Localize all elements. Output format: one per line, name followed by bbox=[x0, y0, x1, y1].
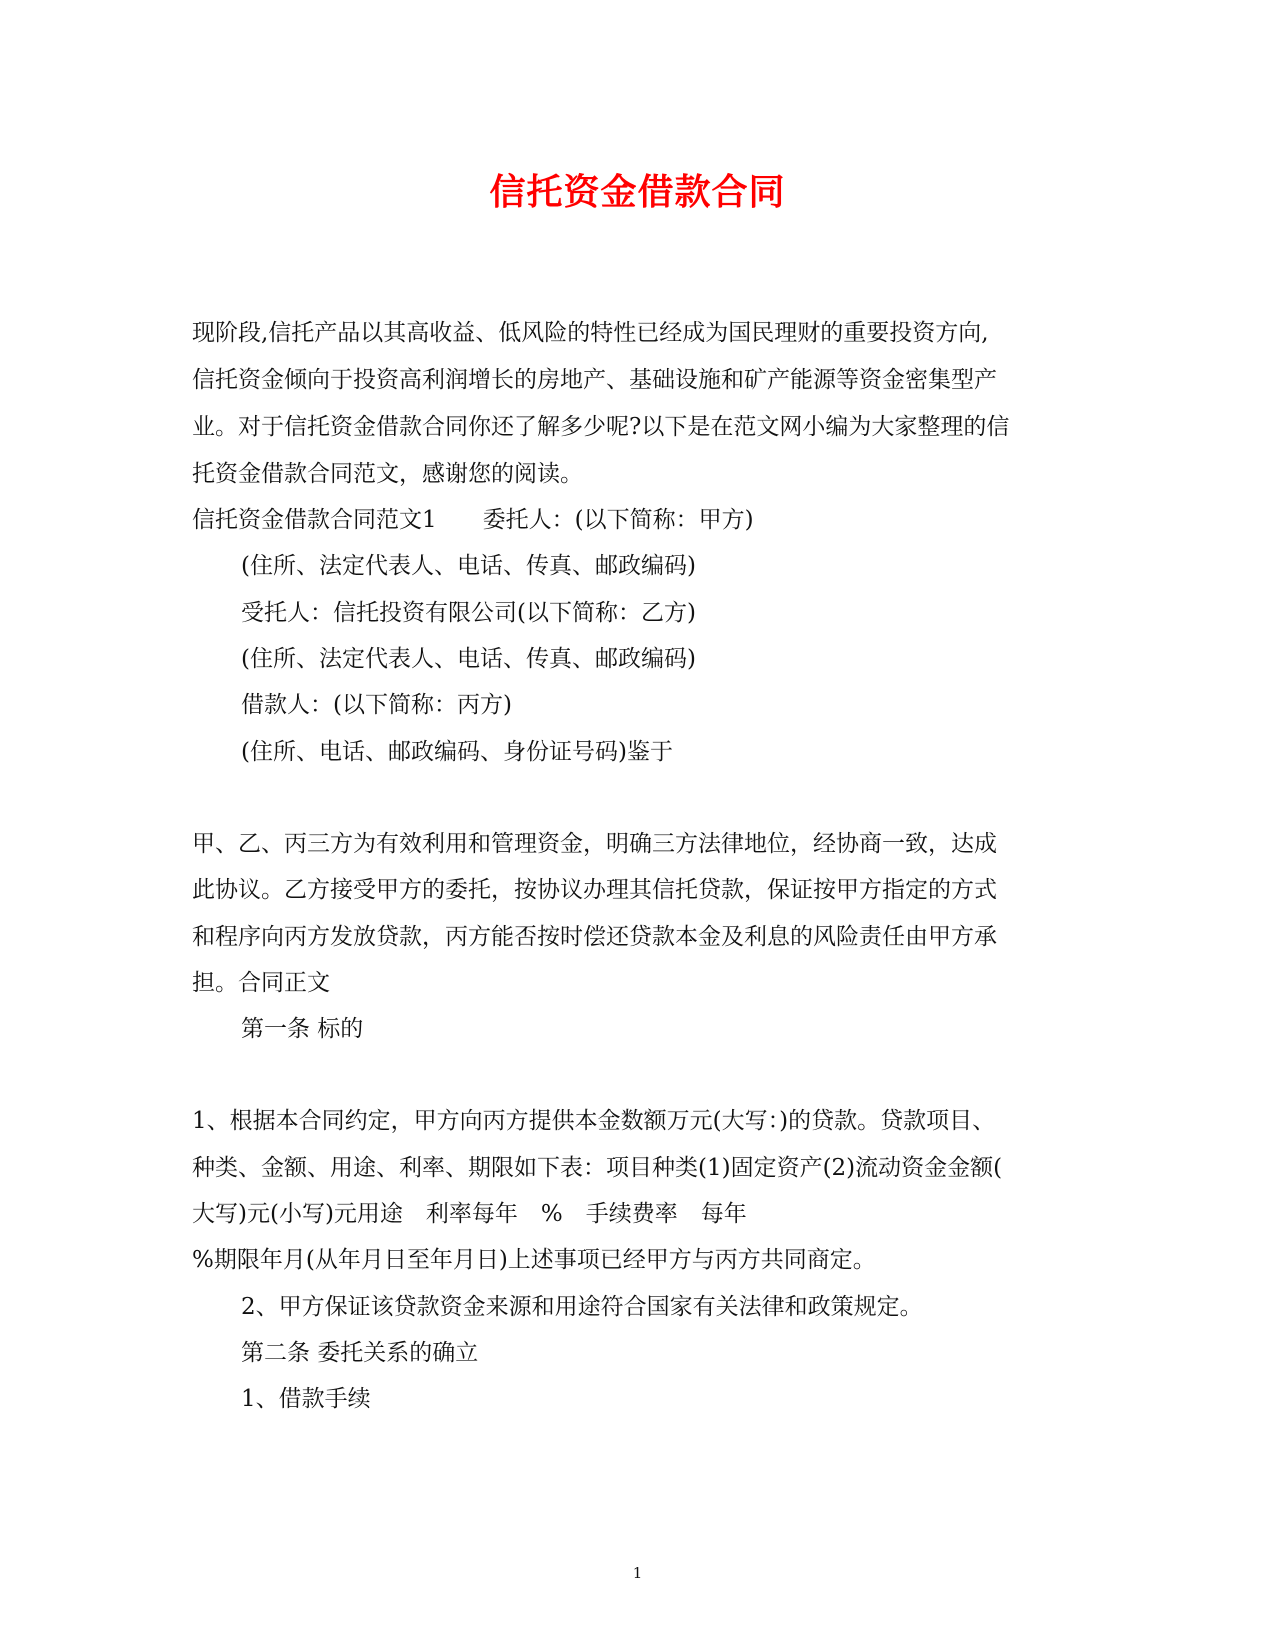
page-number: 1 bbox=[632, 1564, 643, 1582]
paragraph-line: 借款人：(以下简称：丙方) bbox=[241, 692, 512, 718]
paragraph-line: 第一条 标的 bbox=[241, 1016, 364, 1042]
paragraph-line: 大写)元(小写)元用途 利率每年 % 手续费率 每年 bbox=[192, 1201, 747, 1227]
document-title: 信托资金借款合同 bbox=[489, 171, 786, 213]
paragraph-line: 1、借款手续 bbox=[241, 1386, 371, 1412]
paragraph-line: 第二条 委托关系的确立 bbox=[241, 1340, 479, 1366]
paragraph-line: 2、甲方保证该贷款资金来源和用途符合国家有关法律和政策规定。 bbox=[241, 1294, 923, 1320]
paragraph-line: 和程序向丙方发放贷款，丙方能否按时偿还贷款本金及利息的风险责任由甲方承 bbox=[192, 924, 997, 950]
paragraph-line: 信托资金借款合同范文1 委托人：(以下简称：甲方) bbox=[192, 507, 754, 533]
paragraph-line: 此协议。乙方接受甲方的委托，按协议办理其信托贷款，保证按甲方指定的方式 bbox=[192, 877, 997, 903]
paragraph-line: 种类、金额、用途、利率、期限如下表：项目种类(1)固定资产(2)流动资金金额( bbox=[192, 1155, 1003, 1181]
paragraph-line: 1、根据本合同约定，甲方向丙方提供本金数额万元(大写：)的贷款。贷款项目、 bbox=[192, 1108, 996, 1134]
paragraph-line: 甲、乙、丙三方为有效利用和管理资金，明确三方法律地位，经协商一致，达成 bbox=[192, 831, 997, 857]
paragraph-line: 担。合同正文 bbox=[192, 970, 330, 996]
paragraph-line: 受托人：信托投资有限公司(以下简称：乙方) bbox=[241, 600, 696, 626]
paragraph-line: 业。对于信托资金借款合同你还了解多少呢?以下是在范文网小编为大家整理的信 bbox=[192, 414, 1010, 440]
paragraph-line: 托资金借款合同范文，感谢您的阅读。 bbox=[192, 461, 583, 487]
paragraph-line: 现阶段,信托产品以其高收益、低风险的特性已经成为国民理财的重要投资方向, bbox=[192, 320, 989, 346]
paragraph-line: 信托资金倾向于投资高利润增长的房地产、基础设施和矿产能源等资金密集型产 bbox=[192, 367, 997, 393]
paragraph-line: %期限年月(从年月日至年月日)上述事项已经甲方与丙方共同商定。 bbox=[192, 1247, 876, 1273]
paragraph-line: (住所、法定代表人、电话、传真、邮政编码) bbox=[241, 553, 696, 579]
paragraph-line: (住所、法定代表人、电话、传真、邮政编码) bbox=[241, 646, 696, 672]
paragraph-line: (住所、电话、邮政编码、身份证号码)鉴于 bbox=[241, 739, 673, 765]
